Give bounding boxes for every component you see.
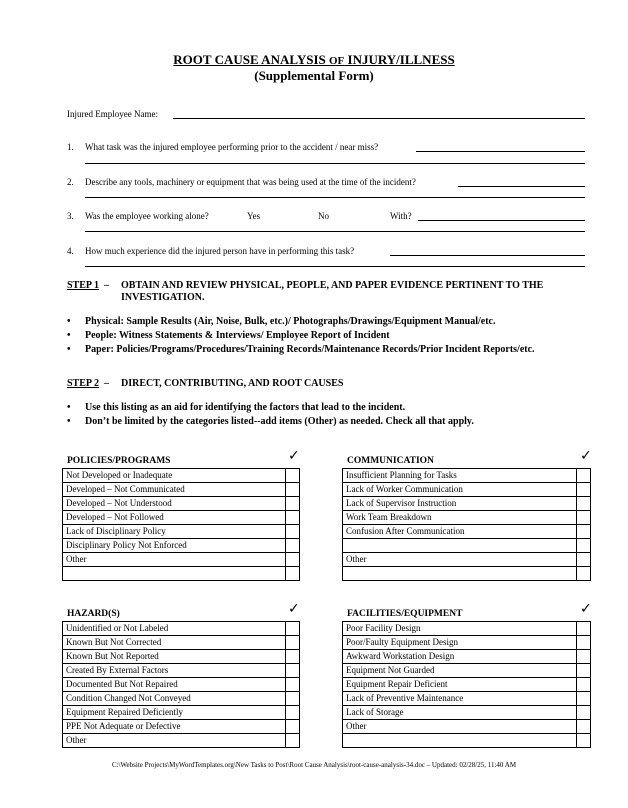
category-item-checkbox[interactable] xyxy=(286,678,300,692)
category-item-label: Confusion After Communication xyxy=(343,525,577,539)
category-item-checkbox[interactable] xyxy=(577,469,591,483)
category-item-checkbox[interactable] xyxy=(286,706,300,720)
question-4-answer-line[interactable] xyxy=(390,255,585,256)
table-row xyxy=(63,622,300,636)
check-icon: ✓ xyxy=(580,448,592,464)
step-1-label: STEP 1 xyxy=(67,280,99,291)
table-row xyxy=(63,539,300,553)
category-item-checkbox[interactable] xyxy=(577,553,591,567)
facilities-heading: FACILITIES/EQUIPMENT xyxy=(347,609,463,619)
step-2-text: DIRECT, CONTRIBUTING, AND ROOT CAUSES xyxy=(121,378,344,389)
table-row xyxy=(63,567,300,581)
table-row xyxy=(343,734,591,748)
question-4-number: 4. xyxy=(67,246,74,256)
bullet-icon: • xyxy=(67,330,71,341)
category-item-label: Lack of Disciplinary Policy xyxy=(63,525,286,539)
question-3-with-label: With? xyxy=(390,211,412,221)
category-item-checkbox[interactable] xyxy=(286,650,300,664)
table-row xyxy=(63,664,300,678)
facilities-table xyxy=(342,621,591,748)
policies-heading: POLICIES/PROGRAMS xyxy=(67,456,171,466)
category-item-label: Created By External Factors xyxy=(63,664,286,678)
category-item-checkbox[interactable] xyxy=(577,483,591,497)
category-item-label: Lack of Worker Communication xyxy=(343,483,577,497)
category-item-checkbox[interactable] xyxy=(577,734,591,748)
category-item-label: Equipment Not Guarded xyxy=(343,664,577,678)
category-item-label: Work Team Breakdown xyxy=(343,511,577,525)
category-item-checkbox[interactable] xyxy=(286,664,300,678)
table-row xyxy=(343,664,591,678)
question-3-with-line[interactable] xyxy=(418,220,585,221)
table-row xyxy=(343,678,591,692)
category-item-label: Equipment Repaired Deficiently xyxy=(63,706,286,720)
question-2-number: 2. xyxy=(67,177,74,187)
table-row xyxy=(63,650,300,664)
question-2-answer-line-2[interactable] xyxy=(85,197,585,198)
category-item-label: Other xyxy=(63,553,286,567)
bullet-icon: • xyxy=(67,316,71,327)
table-row xyxy=(343,720,591,734)
table-row xyxy=(63,469,300,483)
category-item-label: Insufficient Planning for Tasks xyxy=(343,469,577,483)
step-2-bullet: • Don’t be limited by the categories listed--add items (Other) as needed. Check all that apply. xyxy=(67,416,474,427)
step-1-bullet: • Physical: Sample Results (Air, Noise, Bulk, etc.)/ Photographs/Drawings/Equipment Manual/etc. xyxy=(67,316,496,327)
table-row xyxy=(343,553,591,567)
table-row xyxy=(343,539,591,553)
question-4-answer-line-2[interactable] xyxy=(85,266,585,267)
question-1-answer-line[interactable] xyxy=(416,151,585,152)
table-row xyxy=(63,636,300,650)
question-1-number: 1. xyxy=(67,142,74,152)
question-1-answer-line-2[interactable] xyxy=(85,163,585,164)
step-1-bullet: • Paper: Policies/Programs/Procedures/Training Records/Maintenance Records/Prior Incident Reports/etc. xyxy=(67,344,535,355)
table-row xyxy=(343,692,591,706)
bullet-icon: • xyxy=(67,402,71,413)
form-title: ROOT CAUSE ANALYSIS OF INJURY/ILLNESS xyxy=(173,52,455,67)
table-row xyxy=(63,497,300,511)
table-row xyxy=(343,483,591,497)
category-item-checkbox[interactable] xyxy=(577,636,591,650)
category-item-label: Awkward Workstation Design xyxy=(343,650,577,664)
category-item-label: Equipment Repair Deficient xyxy=(343,678,577,692)
category-item-checkbox[interactable] xyxy=(577,692,591,706)
category-item-checkbox[interactable] xyxy=(286,734,300,748)
file-path-footer: C:\Website Projects\MyWordTemplates.org\New Tasks to Post\Root Cause Analysis\root-cause-analysis-34.doc – Updated: 02/28/25, 11:40 AM xyxy=(111,761,517,769)
category-item-label: Unidentified or Not Labeled xyxy=(63,622,286,636)
category-item-checkbox[interactable] xyxy=(577,511,591,525)
category-item-label: Other xyxy=(63,734,286,748)
category-item-label: Developed – Not Understood xyxy=(63,497,286,511)
step-2-bullet: • Use this listing as an aid for identifying the factors that lead to the incident. xyxy=(67,402,406,413)
category-item-label: Known But Not Corrected xyxy=(63,636,286,650)
category-item-label: Condition Changed Not Conveyed xyxy=(63,692,286,706)
question-4-text: How much experience did the injured person have in performing this task? xyxy=(85,246,355,256)
table-row xyxy=(343,636,591,650)
table-row xyxy=(63,553,300,567)
step-2-dash: – xyxy=(104,378,109,389)
category-item-checkbox[interactable] xyxy=(286,511,300,525)
category-item-checkbox[interactable] xyxy=(286,553,300,567)
category-item-checkbox[interactable] xyxy=(286,720,300,734)
step-1-dash: – xyxy=(104,280,109,291)
category-item-checkbox[interactable] xyxy=(286,483,300,497)
category-item-checkbox[interactable] xyxy=(286,497,300,511)
bullet-icon: • xyxy=(67,344,71,355)
question-3-text: Was the employee working alone? xyxy=(85,211,209,221)
category-item-checkbox[interactable] xyxy=(577,650,591,664)
category-item-label: Lack of Supervisor Instruction xyxy=(343,497,577,511)
category-item-checkbox[interactable] xyxy=(577,664,591,678)
category-item-label: Not Developed or Inadequate xyxy=(63,469,286,483)
check-icon: ✓ xyxy=(580,601,592,617)
question-3-number: 3. xyxy=(67,211,74,221)
category-item-label: Known But Not Reported xyxy=(63,650,286,664)
category-item-label: Lack of Preventive Maintenance xyxy=(343,692,577,706)
table-row xyxy=(63,720,300,734)
step-2-label: STEP 2 xyxy=(67,378,99,389)
category-item-checkbox[interactable] xyxy=(286,539,300,553)
table-row xyxy=(343,525,591,539)
category-item-checkbox[interactable] xyxy=(577,622,591,636)
category-item-checkbox[interactable] xyxy=(286,636,300,650)
question-3-yes[interactable]: Yes xyxy=(247,211,261,221)
category-item-checkbox[interactable] xyxy=(286,622,300,636)
category-item-checkbox[interactable] xyxy=(286,469,300,483)
category-item-checkbox[interactable] xyxy=(577,706,591,720)
category-item-checkbox[interactable] xyxy=(577,539,591,553)
policies-table xyxy=(62,468,300,581)
category-item-label xyxy=(343,567,577,581)
category-item-checkbox[interactable] xyxy=(286,692,300,706)
category-item-label: Developed – Not Communicated xyxy=(63,483,286,497)
step-1-text-line-2: INVESTIGATION. xyxy=(121,292,205,303)
category-item-label: Disciplinary Policy Not Enforced xyxy=(63,539,286,553)
check-icon: ✓ xyxy=(288,601,300,617)
category-item-checkbox[interactable] xyxy=(577,720,591,734)
table-row xyxy=(343,622,591,636)
table-row xyxy=(343,650,591,664)
communication-table xyxy=(342,468,591,581)
category-item-label: Lack of Storage xyxy=(343,706,577,720)
table-row xyxy=(343,511,591,525)
employee-name-field[interactable] xyxy=(173,118,585,119)
table-row xyxy=(63,706,300,720)
table-row xyxy=(63,692,300,706)
category-item-label xyxy=(343,734,577,748)
table-row xyxy=(63,734,300,748)
category-item-checkbox[interactable] xyxy=(577,678,591,692)
category-item-checkbox[interactable] xyxy=(286,567,300,581)
table-row xyxy=(343,706,591,720)
bullet-icon: • xyxy=(67,416,71,427)
table-row xyxy=(343,497,591,511)
question-3-no[interactable]: No xyxy=(318,211,329,221)
category-item-checkbox[interactable] xyxy=(577,525,591,539)
category-item-label: Poor Facility Design xyxy=(343,622,577,636)
question-2-text: Describe any tools, machinery or equipment that was being used at the time of the incident? xyxy=(85,177,416,187)
hazards-table xyxy=(62,621,300,748)
question-2-answer-line[interactable] xyxy=(458,186,585,187)
question-1-text: What task was the injured employee performing prior to the accident / near miss? xyxy=(85,142,379,152)
question-3-answer-line-2[interactable] xyxy=(85,231,585,232)
category-item-label: Documented But Not Repaired xyxy=(63,678,286,692)
category-item-checkbox[interactable] xyxy=(577,567,591,581)
form-subtitle: (Supplemental Form) xyxy=(254,68,374,83)
category-item-label xyxy=(343,539,577,553)
hazards-heading: HAZARD(S) xyxy=(67,609,120,619)
category-item-label: Developed – Not Followed xyxy=(63,511,286,525)
step-1-bullet: • People: Witness Statements & Interviews/ Employee Report of Incident xyxy=(67,330,390,341)
category-item-label: Poor/Faulty Equipment Design xyxy=(343,636,577,650)
category-item-label xyxy=(63,567,286,581)
table-row xyxy=(63,511,300,525)
category-item-label: Other xyxy=(343,553,577,567)
employee-name-label: Injured Employee Name: xyxy=(67,109,158,119)
communication-heading: COMMUNICATION xyxy=(347,456,434,466)
step-1-text-line-1: OBTAIN AND REVIEW PHYSICAL, PEOPLE, AND PAPER EVIDENCE PERTINENT TO THE xyxy=(121,280,544,291)
table-row xyxy=(343,567,591,581)
table-row xyxy=(343,469,591,483)
table-row xyxy=(63,483,300,497)
category-item-label: Other xyxy=(343,720,577,734)
check-icon: ✓ xyxy=(288,448,300,464)
category-item-label: PPE Not Adequate or Defective xyxy=(63,720,286,734)
category-item-checkbox[interactable] xyxy=(286,525,300,539)
category-item-checkbox[interactable] xyxy=(577,497,591,511)
table-row xyxy=(63,678,300,692)
table-row xyxy=(63,525,300,539)
